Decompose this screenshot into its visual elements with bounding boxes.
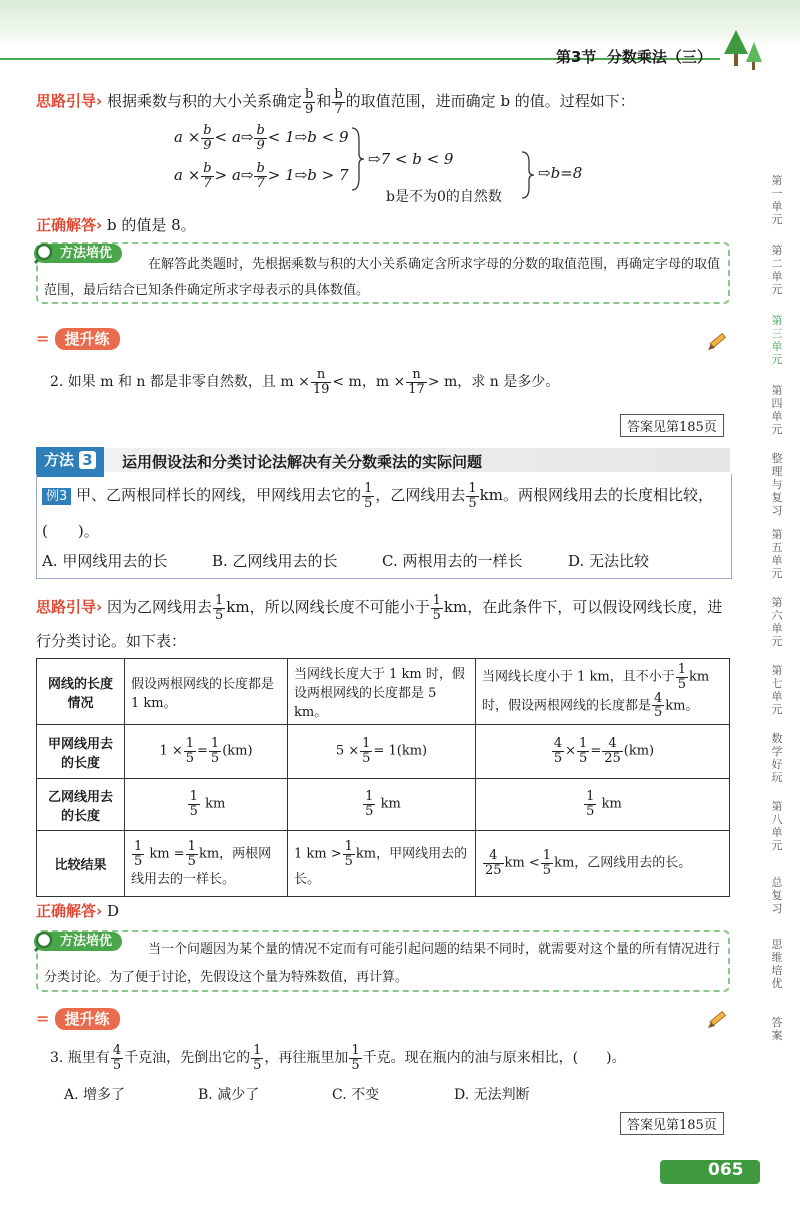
derivation-result: ⇨b=8 xyxy=(538,164,583,182)
side-tab[interactable]: 第七单元 xyxy=(771,664,783,716)
practice-header-1: = 提升练 xyxy=(36,328,120,349)
pencil-icon xyxy=(706,1008,728,1030)
header-band xyxy=(0,0,800,48)
example3-text: 例3 甲、乙两根同样长的网线，甲网线用去它的 $\frac{1}{5}$ ，乙网线用去 $\frac{1}{5}$ km。两根网线用去的长度相比较，( )。 xyxy=(42,480,713,540)
cell: 1 × $\frac{1}{5}$ = $\frac{1}{5}$ (km) xyxy=(125,725,288,779)
example3-option-b[interactable]: B. 乙网线用去的长 xyxy=(212,552,338,570)
cell: 当网线长度大于 1 km 时，假设两根网线的长度都是 5 km。 xyxy=(288,659,476,725)
practice-option-a[interactable]: A. 增多了 xyxy=(64,1087,126,1103)
answer2: 正确解答› D xyxy=(36,902,120,920)
row-head: 比较结果 xyxy=(37,831,125,897)
side-tab[interactable]: 第六单元 xyxy=(771,596,783,648)
answer1: 正确解答› b 的值是 8。 xyxy=(36,216,196,234)
pencil-icon xyxy=(706,330,728,352)
side-tabs xyxy=(754,160,800,1060)
side-tab[interactable]: 思维培优 xyxy=(771,938,783,990)
cell: $\frac{1}{5}$ km xyxy=(288,779,476,831)
practice-option-b[interactable]: B. 减少了 xyxy=(198,1087,260,1103)
derivation-mid: ⇨7 < b < 9 xyxy=(368,150,454,168)
side-tab[interactable]: 数学好玩 xyxy=(771,732,783,784)
tree-icon xyxy=(722,28,764,72)
side-tab[interactable]: 总复习 xyxy=(771,876,783,915)
discussion-table xyxy=(36,658,730,897)
example3-option-c[interactable]: C. 两根用去的一样长 xyxy=(382,552,523,570)
method-text-1: 在解答此类题时，先根据乘数与积的大小关系确定含所求字母的分数的取值范围，再确定字母的取值范围，最后结合已知条件确定所求字母表示的具体数值。 xyxy=(44,257,721,298)
method-text-2: 当一个问题因为某个量的情况不定而有可能引起问题的结果不同时，就需要对这个量的所有情况进行分类讨论。为了便于讨论，先假设这个量为特殊数值，再计算。 xyxy=(44,942,721,985)
cell: $\frac{1}{5}$ km xyxy=(125,779,288,831)
hint1-paragraph: 思路引导› 根据乘数与积的大小关系确定 $\frac{b}{9}$ 和 $\frac{b}{7}$ 的取值范围，进而确定 b 的值。过程如下： xyxy=(36,87,635,117)
side-tab[interactable]: 第四单元 xyxy=(771,384,783,436)
header-title: 第3节 分数乘法（三） xyxy=(556,48,712,66)
row-head: 甲网线用去的长度 xyxy=(37,725,125,779)
brace-icon xyxy=(350,126,366,192)
derivation-row-2: a × $\frac{b}{7}$ > a⇨ $\frac{b}{7}$ > 1⇨b > 7 xyxy=(174,161,349,191)
side-tab[interactable]: 整理与复习 xyxy=(771,452,783,517)
method3-tag: 方法 3 xyxy=(36,447,104,477)
cell: $\frac{1}{5}$ km = $\frac{1}{5}$ km，两根网线用去的一样长。 xyxy=(125,831,288,897)
cell: $\frac{4}{5}$ × $\frac{1}{5}$ = $\frac{4}{25}$ (km) xyxy=(476,725,730,779)
cell: $\frac{4}{25}$ km < $\frac{1}{5}$ km，乙网线用去的长。 xyxy=(476,831,730,897)
side-tab-active[interactable]: 第三单元 xyxy=(771,314,783,366)
derivation-note: b是不为0的自然数 xyxy=(386,189,502,205)
hint-label: 思路引导 xyxy=(36,92,97,111)
side-tab[interactable]: 第一单元 xyxy=(771,174,783,226)
method-badge-2: 方法培优 xyxy=(34,930,122,949)
side-tab[interactable]: 第二单元 xyxy=(771,244,783,296)
cell: 假设两根网线的长度都是 1 km。 xyxy=(125,659,288,725)
cell: 当网线长度小于 1 km，且不小于 $\frac{1}{5}$ km 时，假设两根网线的长度都是 $\frac{4}{5}$ km。 xyxy=(476,659,730,725)
answer-ref-2[interactable]: 答案见第185页 xyxy=(620,1112,724,1135)
side-tab[interactable]: 第五单元 xyxy=(771,528,783,580)
side-tab[interactable]: 答案 xyxy=(771,1016,783,1042)
answer-ref-1[interactable]: 答案见第185页 xyxy=(620,414,724,437)
practice-question-3: 3. 瓶里有 $\frac{4}{5}$ 千克油，先倒出它的 $\frac{1}{5}$ ，再往瓶里加 $\frac{1}{5}$ 千克。现在瓶内的油与原来相比，( )。 xyxy=(50,1043,626,1073)
cell: $\frac{1}{5}$ km xyxy=(476,779,730,831)
practice-option-d[interactable]: D. 无法判断 xyxy=(454,1087,530,1103)
page-number: 065 xyxy=(708,1160,744,1180)
example3-option-a[interactable]: A. 甲网线用去的长 xyxy=(42,552,168,570)
cell: 5 × $\frac{1}{5}$ = 1(km) xyxy=(288,725,476,779)
row-head: 网线的长度情况 xyxy=(37,659,125,725)
side-tab[interactable]: 第八单元 xyxy=(771,800,783,852)
row-head: 乙网线用去的长度 xyxy=(37,779,125,831)
practice-question-2: 2. 如果 m 和 n 都是非零自然数，且 m × $\frac{n}{19}$ < m，m × $\frac{n}{17}$ > m，求 n 是多少。 xyxy=(50,367,560,397)
method-badge-1: 方法培优 xyxy=(34,242,122,261)
cell: 1 km > $\frac{1}{5}$ km，甲网线用去的长。 xyxy=(288,831,476,897)
practice-option-c[interactable]: C. 不变 xyxy=(332,1087,380,1103)
method3-title: 运用假设法和分类讨论法解决有关分数乘法的实际问题 xyxy=(122,453,483,471)
hint2-paragraph: 思路引导› 因为乙网线用去 $\frac{1}{5}$ km，所以网线长度不可能小于 $\frac{1}{5}$ km，在此条件下，可以假设网线长度，进行分类讨论。如下表： xyxy=(36,592,723,650)
practice-header-2: = 提升练 xyxy=(36,1008,120,1029)
example3-option-d[interactable]: D. 无法比较 xyxy=(568,552,650,570)
brace-icon xyxy=(520,150,536,200)
derivation-row-1: a × $\frac{b}{9}$ < a⇨ $\frac{b}{9}$ < 1⇨b < 9 xyxy=(174,123,349,153)
